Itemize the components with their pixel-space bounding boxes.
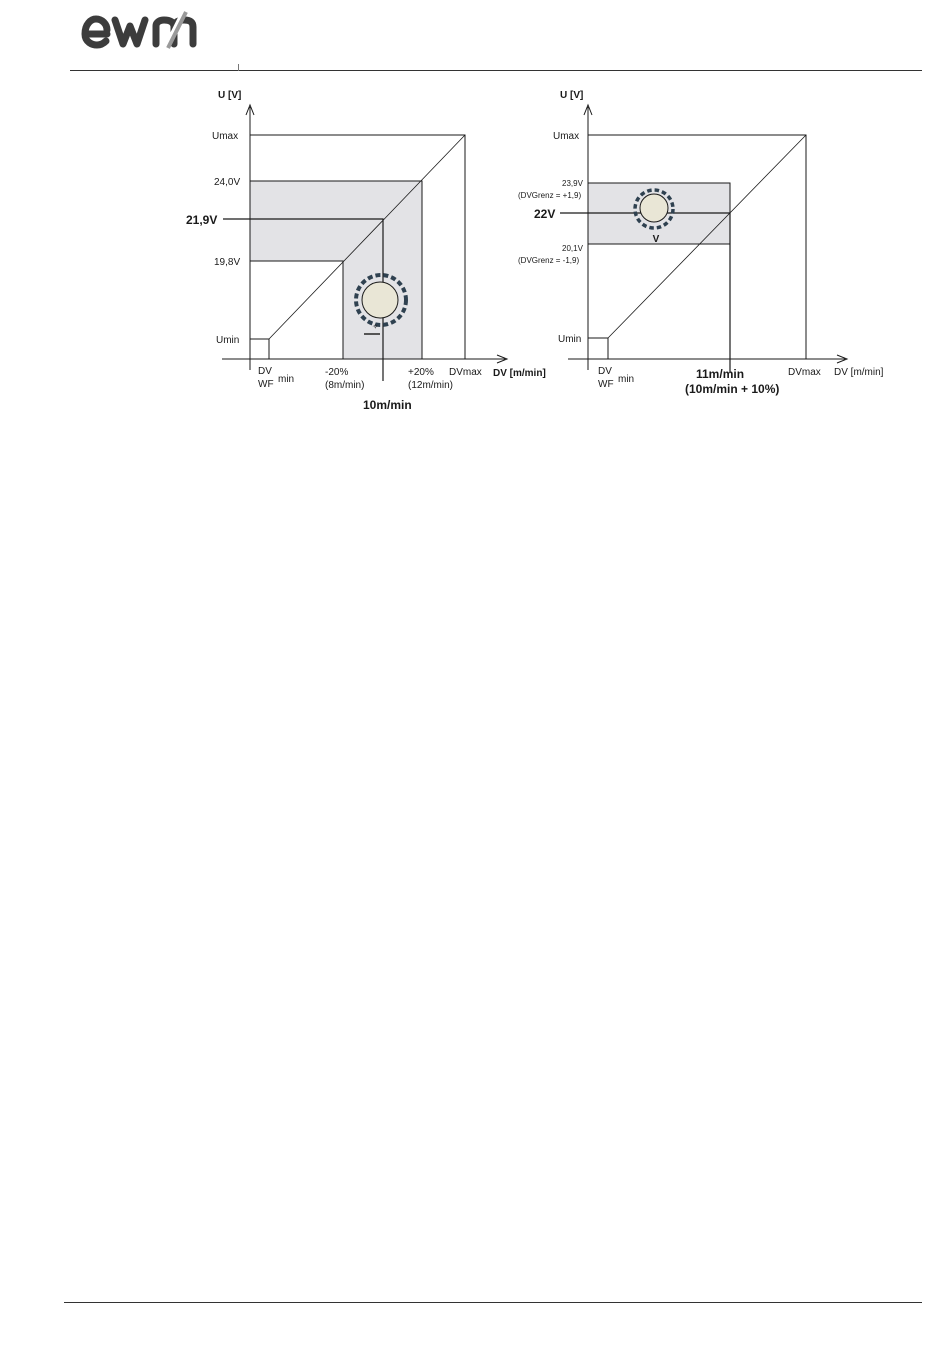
y-min-label: Umin: [558, 334, 582, 345]
y-lower-label: 19,8V: [214, 257, 241, 268]
y-max-label: Umax: [212, 131, 239, 142]
y-upper-note: (DVGrenz = +1,9): [518, 191, 582, 200]
x-plus-val-label: (12m/min): [408, 380, 454, 391]
footer-rule: [64, 1302, 922, 1303]
x-set-label: 11m/min: [696, 367, 745, 381]
y-set-label: 21,9V: [186, 213, 218, 227]
min-box: [588, 338, 608, 359]
x-minus-val-label: (8m/min): [325, 380, 365, 391]
header-rule: [70, 70, 922, 71]
y-lower-note: (DVGrenz = -1,9): [518, 256, 580, 265]
min-box: [250, 339, 269, 359]
x-minus-pct-label: -20%: [325, 367, 349, 378]
x-set-label: 10m/min: [363, 398, 412, 412]
x-set-note: (10m/min + 10%): [685, 382, 780, 396]
x-min-sub-label: min: [618, 374, 635, 385]
y-upper-label: 23,9V: [562, 179, 583, 188]
y-lower-label: 20,1V: [562, 244, 583, 253]
x-min-sub-label: min: [278, 374, 295, 385]
x-min-label-bottom: WF: [598, 379, 614, 390]
y-min-label: Umin: [216, 335, 240, 346]
y-set-label: 22V: [534, 207, 556, 221]
svg-text:✧: ✧: [372, 322, 379, 331]
header-tick: [238, 64, 239, 71]
knob-letter: V: [652, 234, 660, 245]
x-min-label-top: DV: [258, 366, 272, 377]
y-axis-label: U [V]: [218, 90, 242, 101]
y-max-label: Umax: [553, 131, 580, 142]
y-axis-label: U [V]: [560, 90, 584, 101]
x-max-label: DVmax: [449, 367, 482, 378]
x-max-label: DVmax: [788, 367, 821, 378]
x-axis-label: DV [m/min]: [834, 367, 884, 378]
x-axis-label: DV [m/min]: [493, 368, 546, 379]
x-plus-pct-label: +20%: [408, 367, 434, 378]
diagram-right: [500, 85, 900, 415]
ewm-logo: [80, 10, 220, 50]
y-upper-label: 24,0V: [214, 177, 241, 188]
x-min-label-bottom: WF: [258, 379, 274, 390]
x-min-label-top: DV: [598, 366, 612, 377]
